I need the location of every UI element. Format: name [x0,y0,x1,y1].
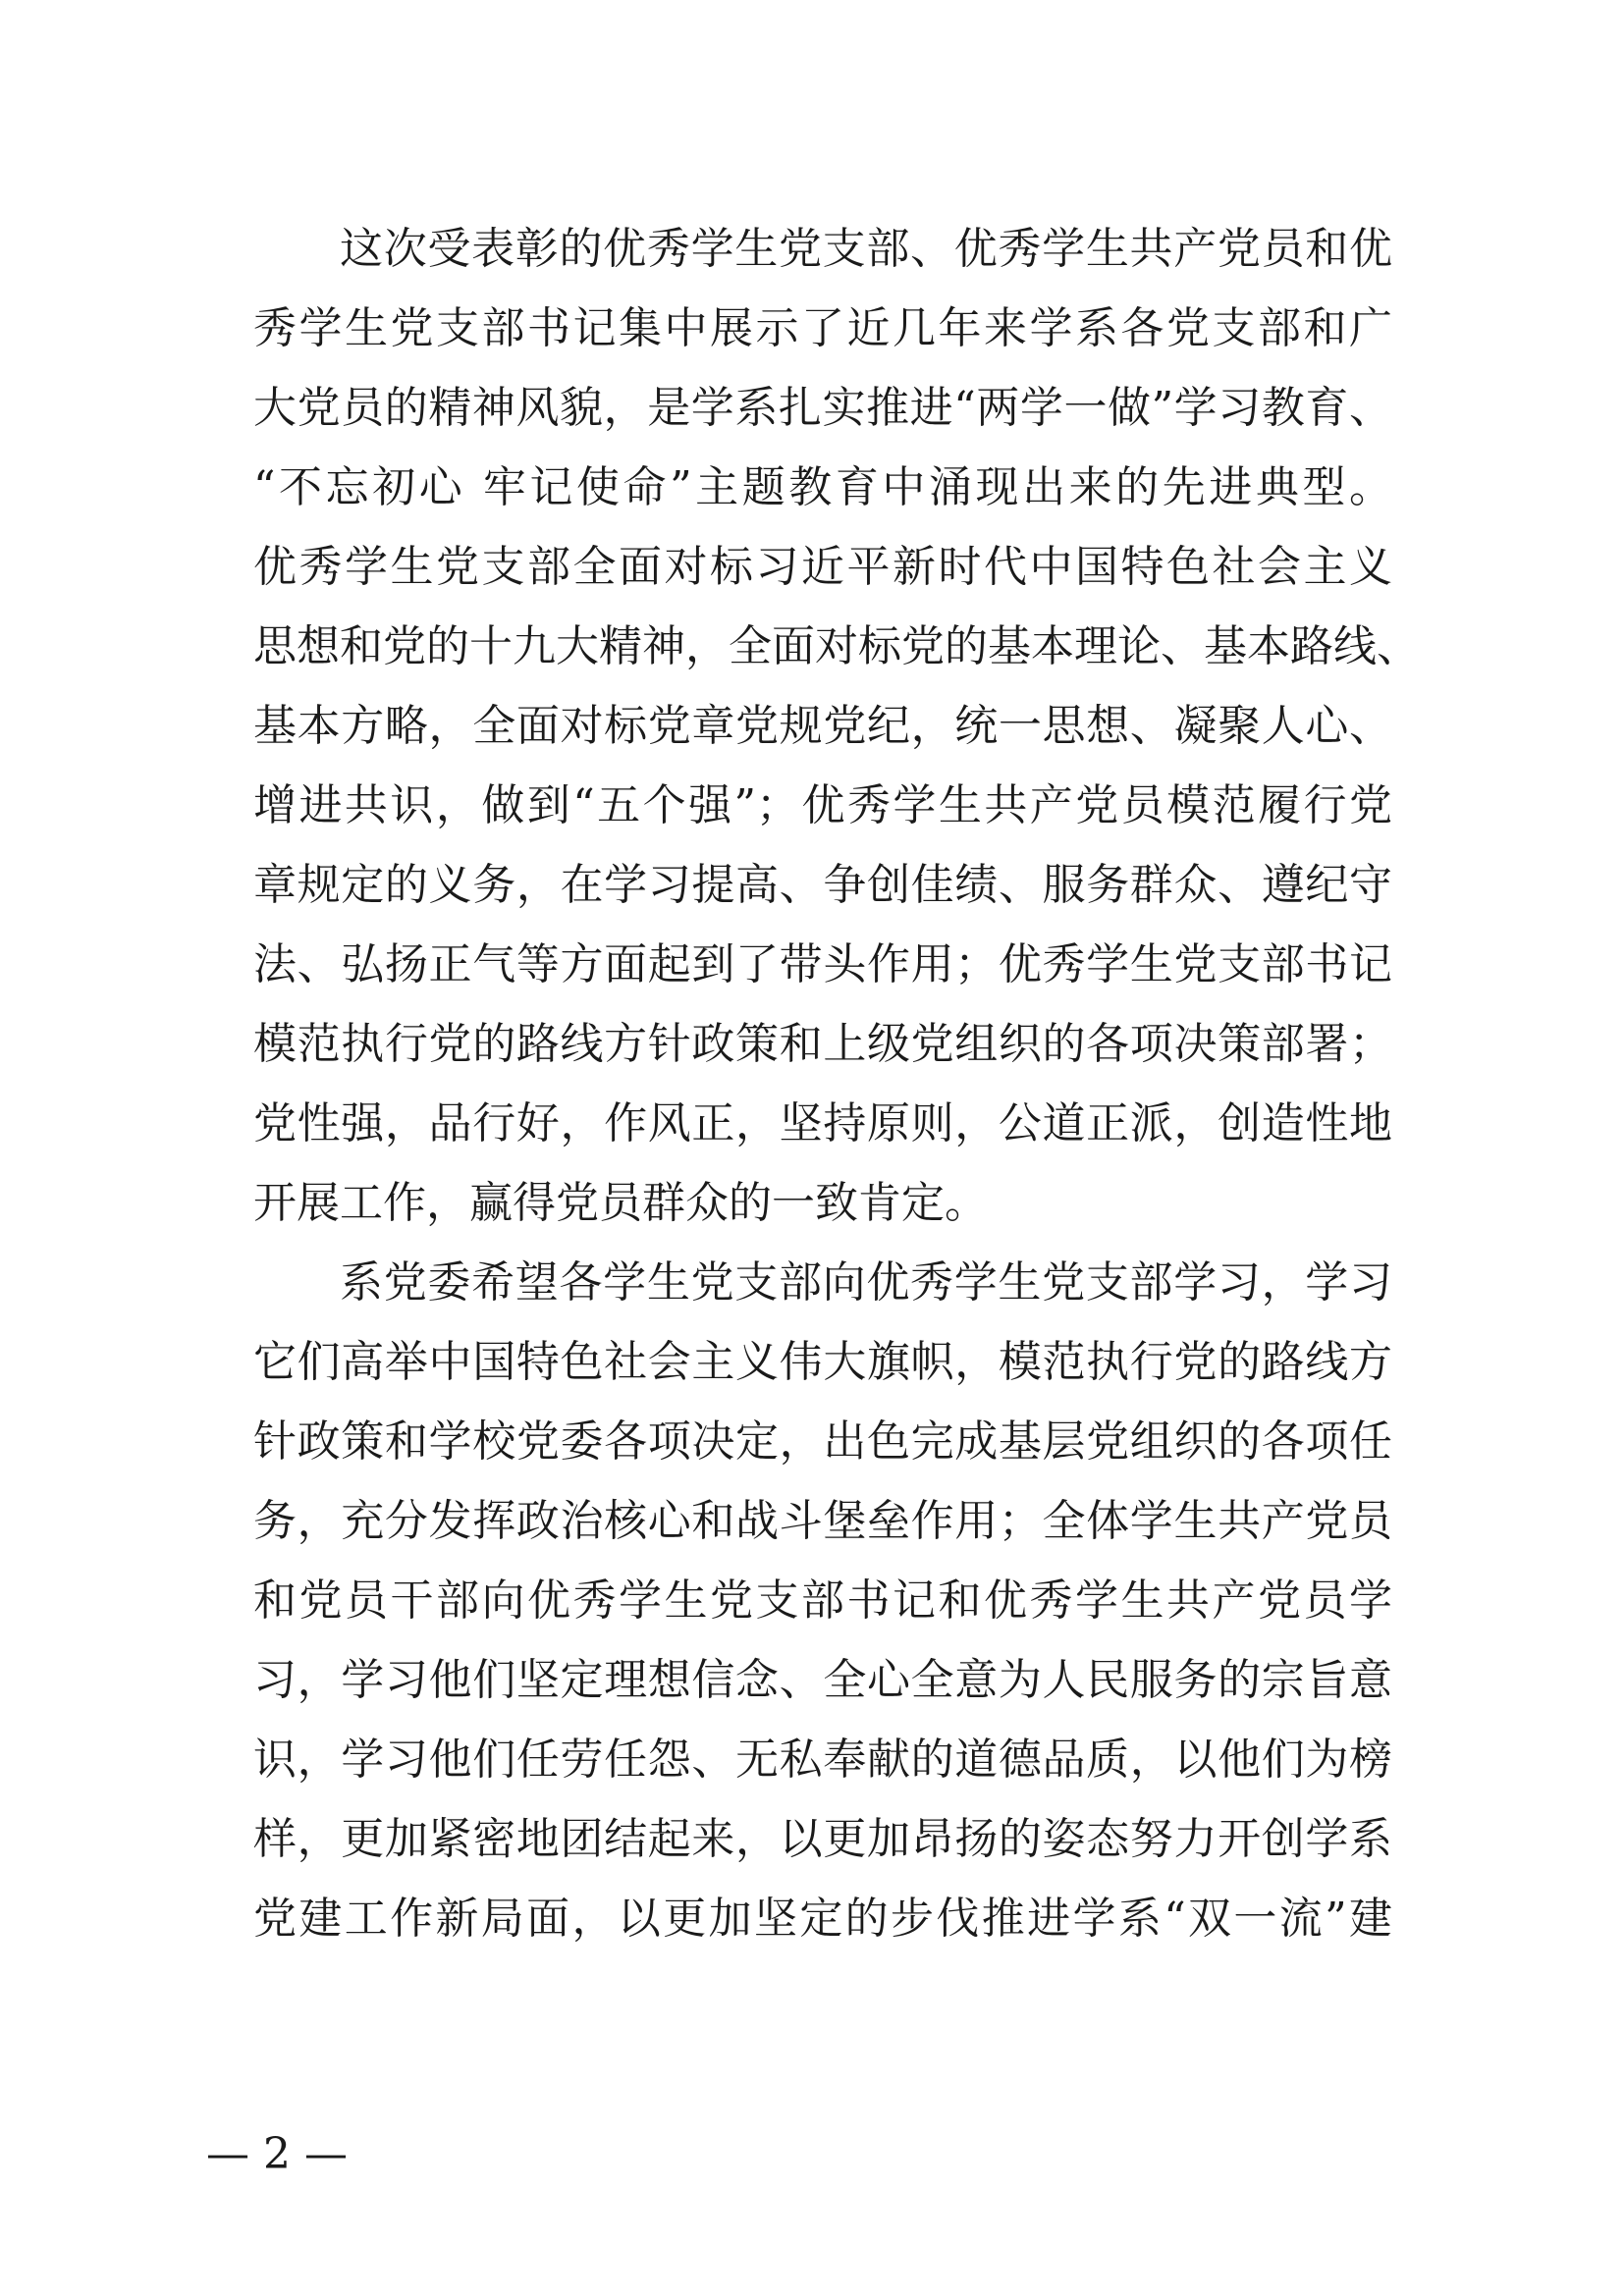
paragraph-line: 习，学习他们坚定理想信念、全心全意为人民服务的宗旨意 [253,1655,1392,1705]
paragraph-line: 识，学习他们任劳任怨、无私奉献的道德品质，以他们为榜 [253,1735,1392,1785]
paragraph-line: 基本方略，全面对标党章党规党纪，统一思想、凝聚人心、 [253,701,1392,751]
paragraph-line: 优秀学生党支部全面对标习近平新时代中国特色社会主义 [253,542,1392,592]
page-number: — 2 — [206,2129,348,2179]
paragraph-line: “不忘初心 牢记使命”主题教育中涌现出来的先进典型。 [253,462,1392,512]
paragraph-line: 模范执行党的路线方针政策和上级党组织的各项决策部署； [253,1019,1392,1069]
paragraph-line: 增进共识，做到“五个强”；优秀学生共产党员模范履行党 [253,780,1392,830]
paragraph-line: 针政策和学校党委各项决定，出色完成基层党组织的各项任 [253,1416,1392,1467]
paragraph-line: 法、弘扬正气等方面起到了带头作用；优秀学生党支部书记 [253,939,1392,989]
paragraph-line: 党性强，品行好，作风正，坚持原则，公道正派，创造性地 [253,1098,1392,1148]
paragraph-line: 大党员的精神风貌，是学系扎实推进“两学一做”学习教育、 [253,383,1392,433]
paragraph-line: 秀学生党支部书记集中展示了近几年来学系各党支部和广 [253,303,1392,353]
paragraph-line: 章规定的义务，在学习提高、争创佳绩、服务群众、遵纪守 [253,860,1392,910]
paragraph-line: 思想和党的十九大精神，全面对标党的基本理论、基本路线、 [253,621,1420,671]
paragraph-line: 务，充分发挥政治核心和战斗堡垒作用；全体学生共产党员 [253,1496,1392,1546]
paragraph-line: 系党委希望各学生党支部向优秀学生党支部学习，学习 [340,1257,1392,1308]
paragraph-line: 它们高举中国特色社会主义伟大旗帜，模范执行党的路线方 [253,1337,1392,1387]
paragraph-line: 样，更加紧密地团结起来，以更加昂扬的姿态努力开创学系 [253,1814,1392,1864]
paragraph-line: 这次受表彰的优秀学生党支部、优秀学生共产党员和优 [340,224,1392,274]
paragraph-line: 和党员干部向优秀学生党支部书记和优秀学生共产党员学 [253,1575,1392,1626]
paragraph-line: 开展工作，赢得党员群众的一致肯定。 [253,1178,988,1228]
paragraph-line: 党建工作新局面，以更加坚定的步伐推进学系“双一流”建 [253,1894,1392,1944]
